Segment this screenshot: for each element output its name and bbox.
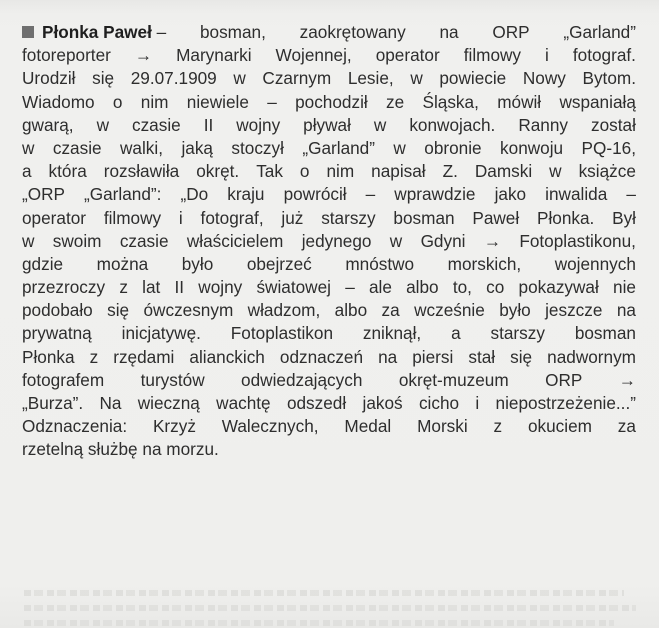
entry-name: Płonka Paweł — [42, 22, 152, 42]
word: konwojach. — [409, 114, 496, 135]
word: powiecie — [439, 68, 507, 89]
word: w — [96, 114, 109, 135]
word: powrócił — [283, 184, 347, 205]
word: jedynego — [301, 230, 372, 251]
word: Morski — [417, 416, 468, 437]
word: Krzyż — [152, 416, 196, 437]
word: napisał — [371, 161, 426, 182]
word: czasie — [52, 137, 102, 158]
word: niewiele — [186, 91, 249, 112]
word: operator — [22, 207, 87, 228]
word: Lesie, — [347, 68, 394, 89]
word: i — [178, 207, 183, 228]
word: właścicielem — [186, 230, 284, 251]
word: w — [22, 137, 35, 158]
word: obronie — [424, 137, 482, 158]
square-bullet-icon — [22, 26, 34, 38]
word: został — [590, 114, 636, 135]
entry-line-2 — [22, 44, 636, 67]
word: okręt. — [196, 161, 240, 182]
word: wojennych — [554, 253, 636, 274]
word: odznaczeń — [279, 346, 364, 367]
word: już — [281, 207, 304, 228]
word: w — [393, 137, 406, 158]
word: ale — [368, 277, 392, 298]
word: w — [233, 68, 246, 89]
word: na — [616, 300, 636, 321]
word: Medal — [344, 416, 392, 437]
word: jakoś — [362, 393, 403, 413]
word: filmowy — [463, 45, 522, 66]
word: ze — [386, 91, 405, 112]
entry-line-8 — [22, 183, 636, 206]
word: morskich, — [447, 253, 522, 274]
word: II — [203, 114, 214, 135]
word: bosman — [574, 323, 636, 344]
word: cicho — [418, 393, 460, 413]
word: za — [617, 416, 636, 437]
word: Śląska, — [422, 91, 479, 112]
bleed-through-line — [24, 590, 624, 596]
word: Płonka — [22, 346, 75, 367]
entry-line-14 — [22, 322, 636, 345]
word: która — [48, 161, 87, 182]
entry-line-19: rzetelną służbę na morzu. — [22, 439, 219, 460]
word: 29.07.1909 — [130, 68, 217, 89]
word: → — [134, 45, 153, 66]
word: Urodził — [22, 68, 76, 89]
word: operator — [375, 45, 440, 66]
word: wojny — [198, 277, 243, 298]
word: turystów — [140, 369, 205, 390]
word: obejrzeć — [246, 253, 312, 274]
word: podobało — [22, 300, 93, 321]
word: Nowy — [522, 68, 566, 89]
word: pływał — [303, 114, 351, 135]
word: „ORP — [22, 184, 65, 205]
word: starszy — [490, 323, 545, 344]
word: „Garland”: — [84, 184, 162, 205]
word: się — [510, 346, 533, 367]
word: się — [107, 300, 130, 321]
word: wspaniałą — [559, 91, 636, 112]
entry-line-11 — [22, 253, 636, 276]
word: PQ-16, — [581, 137, 636, 158]
word: w — [373, 114, 387, 135]
word: odszedł — [286, 393, 347, 413]
word: nim — [140, 91, 169, 112]
entry-line-13 — [22, 299, 636, 322]
word: – — [267, 91, 277, 112]
word: Wiadomo — [22, 91, 95, 112]
entry-line-9 — [22, 207, 636, 230]
word: odwiedzających — [241, 369, 363, 390]
word: gdzie — [22, 253, 64, 274]
entry-line-1 — [22, 21, 636, 44]
word: Na — [99, 393, 122, 413]
word: nim — [326, 161, 355, 182]
word: pokazywał — [518, 277, 599, 298]
word: Płonka. — [536, 207, 595, 228]
word: → — [483, 230, 501, 251]
word: fotografem — [22, 369, 105, 390]
word: wojny — [236, 114, 281, 135]
word: Gdyni — [420, 230, 466, 251]
entry-line-16 — [22, 369, 636, 392]
word: Walecznych, — [221, 416, 319, 437]
word: prywatną — [22, 323, 92, 344]
word: a — [22, 161, 32, 182]
word: ORP — [492, 22, 530, 42]
word: a — [451, 323, 461, 344]
word: – — [626, 184, 636, 205]
bleed-through-top — [0, 0, 659, 14]
word: „Burza”. — [22, 393, 84, 413]
word: „Garland” — [302, 137, 375, 158]
word: alianckich — [189, 346, 265, 367]
word: → — [618, 369, 636, 390]
word: Bytom. — [582, 68, 636, 89]
word: z — [493, 416, 503, 437]
word: w — [22, 230, 35, 251]
word: stoczył — [231, 137, 284, 158]
word: fotograf. — [572, 45, 636, 66]
word: Czarnym — [262, 68, 332, 89]
word: i — [475, 393, 480, 413]
word: okuciem — [527, 416, 592, 437]
word: jeszcze — [545, 300, 603, 321]
word: książce — [578, 161, 636, 182]
word: było — [181, 253, 214, 274]
entry-line-18 — [22, 415, 636, 438]
word: Damski — [474, 161, 533, 182]
word: – — [345, 277, 355, 298]
word: rzędami — [113, 346, 175, 367]
word: na — [378, 346, 398, 367]
word: albo — [406, 277, 439, 298]
entry-line-12 — [22, 276, 636, 299]
word: Paweł — [472, 207, 520, 228]
word: mnóstwo — [345, 253, 415, 274]
word: niepostrzeżenie...” — [495, 393, 636, 413]
bleed-through-line — [24, 605, 636, 611]
word: bosman — [393, 207, 455, 228]
word: ówczesnym — [143, 300, 234, 321]
word: czasie — [131, 114, 181, 135]
word: Ranny — [518, 114, 568, 135]
word: okręt-muzeum — [398, 369, 509, 390]
word: o — [299, 161, 310, 182]
word: na — [439, 22, 459, 42]
word: mówił — [497, 91, 542, 112]
word: pochodził — [295, 91, 368, 112]
word: fotograf, — [200, 207, 264, 228]
encyclopedia-entry — [22, 21, 636, 462]
word: stał — [468, 346, 496, 367]
word: rozsławiła — [103, 161, 180, 182]
word: wachtę — [216, 393, 271, 413]
word: z — [119, 277, 128, 298]
word: bosman, — [199, 22, 266, 42]
word: w — [410, 68, 423, 89]
word: gwarą, — [22, 114, 74, 135]
bleed-through-line — [24, 620, 614, 626]
word: inwalida — [545, 184, 608, 205]
word: zniknął, — [362, 323, 422, 344]
word: „Garland” — [563, 22, 636, 42]
word: z — [89, 346, 99, 367]
word: „Do — [180, 184, 209, 205]
word: wieczną — [137, 393, 200, 413]
word: filmowy — [103, 207, 162, 228]
word: o — [112, 91, 123, 112]
entry-line-7 — [22, 160, 636, 183]
word: i — [545, 45, 549, 66]
entry-line-15 — [22, 346, 636, 369]
word: Z. — [442, 161, 458, 182]
word: wprawdzie — [394, 184, 476, 205]
word: było — [499, 300, 531, 321]
word: czasie — [119, 230, 169, 251]
word: światowej — [256, 277, 331, 298]
word: konwoju — [500, 137, 564, 158]
word: Fotoplastikon — [230, 323, 334, 344]
entry-body — [22, 44, 636, 461]
word: zaokrętowany — [299, 22, 406, 42]
word: starszy — [321, 207, 376, 228]
word: Odznaczenia: — [22, 416, 128, 437]
word: w — [389, 230, 403, 251]
word: kraju — [227, 184, 265, 205]
entry-line-17 — [22, 392, 636, 415]
entry-line-10 — [22, 230, 636, 253]
word: co — [486, 277, 505, 298]
word: jako — [494, 184, 527, 205]
word: Fotoplastikonu, — [519, 230, 636, 251]
word: Tak — [256, 161, 283, 182]
word: – — [156, 22, 167, 42]
word: inicjatywę. — [121, 323, 201, 344]
word: swoim — [52, 230, 102, 251]
entry-line-5 — [22, 114, 636, 137]
word: nie — [613, 277, 636, 298]
word: piersi — [412, 346, 454, 367]
word: za — [381, 300, 400, 321]
word: Marynarki — [176, 45, 252, 66]
word: Wojennej, — [275, 45, 352, 66]
word: lat — [142, 277, 161, 298]
word: się — [92, 68, 115, 89]
word: można — [96, 253, 149, 274]
word: nadwornym — [547, 346, 636, 367]
entry-line-4 — [22, 91, 636, 114]
word: II — [174, 277, 185, 298]
entry-line-3 — [22, 67, 636, 90]
word: ORP — [545, 369, 583, 390]
entry-line-text — [157, 21, 636, 44]
word: wcześnie — [414, 300, 485, 321]
word: przezroczy — [22, 277, 106, 298]
word: walki, — [120, 137, 163, 158]
word: fotoreporter — [22, 45, 111, 66]
word: albo — [334, 300, 368, 321]
word: – — [365, 184, 376, 205]
word: Był — [612, 207, 636, 228]
bleed-through-bottom — [0, 586, 659, 628]
word: władzom, — [247, 300, 321, 321]
word: w — [549, 161, 562, 182]
entry-line-6 — [22, 137, 636, 160]
word: to, — [452, 277, 472, 298]
word: jaką — [181, 137, 213, 158]
